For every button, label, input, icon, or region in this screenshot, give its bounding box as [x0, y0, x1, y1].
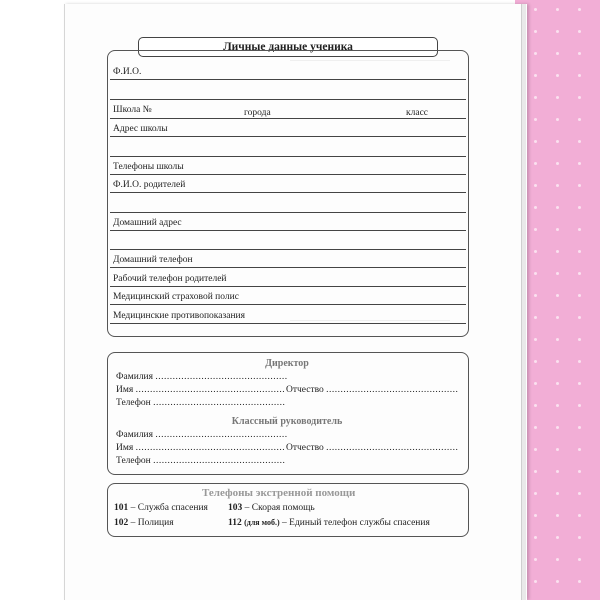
emergency-103: [228, 503, 315, 513]
cover-dot: [578, 228, 581, 231]
dots: ..............................................: [153, 398, 286, 408]
teacher-surname[interactable]: [116, 430, 288, 440]
patronymic-label: Отчество: [286, 443, 324, 453]
patronymic-label: Отчество: [286, 385, 324, 395]
city-label: города: [244, 108, 271, 118]
cover-dot: [534, 74, 537, 77]
cover-dot: [534, 536, 537, 539]
director-title: Директор: [265, 358, 309, 369]
cover-dot: [534, 514, 537, 517]
phone-number: 101: [114, 503, 129, 513]
name-label: Имя: [116, 443, 134, 453]
page-edge: [521, 4, 526, 600]
home-address-label: Домашний адрес: [113, 218, 182, 228]
cover-dot: [534, 118, 537, 121]
cover-dot: [556, 404, 559, 407]
school-no-label: Школа №: [113, 105, 152, 115]
school-address-line-2[interactable]: [110, 156, 466, 157]
cover-dot: [534, 96, 537, 99]
cover-dot: [556, 382, 559, 385]
cover-dot: [578, 536, 581, 539]
phone-desc: – Служба спасения: [128, 503, 208, 513]
cover-dot: [578, 118, 581, 121]
cover-dot: [578, 382, 581, 385]
dots: ....................................................: [135, 443, 286, 453]
cover-dot: [578, 250, 581, 253]
cover-dot: [556, 206, 559, 209]
parents-fio-label: Ф.И.О. родителей: [113, 180, 186, 190]
cover-dot: [578, 30, 581, 33]
teacher-name[interactable]: [116, 443, 285, 453]
cover-dot: [556, 514, 559, 517]
director-patronymic[interactable]: [286, 385, 458, 395]
parents-fio-line[interactable]: [110, 192, 466, 193]
cover-dot: [534, 250, 537, 253]
cover-dot: [534, 52, 537, 55]
director-surname[interactable]: [116, 372, 288, 382]
cover-dot: [534, 294, 537, 297]
cover-dot: [578, 52, 581, 55]
contraindications-line[interactable]: [110, 323, 466, 324]
cover-dot: [534, 228, 537, 231]
school-phones-line[interactable]: [110, 174, 466, 175]
cover-dot: [578, 96, 581, 99]
home-address-line-2[interactable]: [110, 249, 466, 250]
cover-dot: [578, 162, 581, 165]
cover-dot: [534, 316, 537, 319]
contraindications-label: Медицинские противопоказания: [113, 311, 245, 321]
parents-work-phone-label: Рабочий телефон родителей: [113, 274, 227, 284]
cover-dot: [556, 426, 559, 429]
home-address-line[interactable]: [110, 230, 466, 231]
school-address-label: Адрес школы: [113, 124, 168, 134]
cover-dot: [578, 558, 581, 561]
phone-desc: – Скорая помощь: [242, 503, 315, 513]
cover-dot: [556, 8, 559, 11]
cover-dot: [578, 206, 581, 209]
cover-dot: [534, 492, 537, 495]
cover-dot: [578, 74, 581, 77]
cover-dot: [556, 52, 559, 55]
phone-desc: – Единый телефон службы спасения: [279, 518, 430, 528]
cover-dot: [534, 206, 537, 209]
cover-dot: [534, 426, 537, 429]
dots: ..............................................: [155, 372, 288, 382]
phone-note: (для моб.): [244, 518, 280, 527]
cover-dot: [578, 404, 581, 407]
parents-work-phone-line[interactable]: [110, 286, 466, 287]
cover-dot: [578, 338, 581, 341]
cover-dot: [556, 338, 559, 341]
cover-dot: [534, 162, 537, 165]
cover-dot: [534, 30, 537, 33]
emergency-101: [114, 503, 208, 513]
name-label: Имя: [116, 385, 134, 395]
cover-dot: [556, 580, 559, 583]
insurance-label: Медицинский страховой полис: [113, 292, 239, 302]
cover-dot: [534, 272, 537, 275]
cover-dot: [556, 316, 559, 319]
parents-fio-line-2[interactable]: [110, 212, 466, 213]
dots: ..............................................: [155, 430, 288, 440]
form-title: Личные данные ученика: [138, 37, 438, 57]
cover-dot: [578, 426, 581, 429]
cover-dot: [534, 558, 537, 561]
cover-dot: [556, 30, 559, 33]
fio-line[interactable]: [110, 79, 466, 80]
cover-dot: [556, 140, 559, 143]
teacher-phone[interactable]: [116, 456, 285, 466]
surname-label: Фамилия: [116, 430, 154, 440]
insurance-line[interactable]: [110, 304, 466, 305]
cover-dot: [556, 294, 559, 297]
phone-desc: – Полиция: [128, 518, 174, 528]
emergency-112: [228, 518, 430, 528]
cover-dot: [578, 360, 581, 363]
cover-dot: [534, 8, 537, 11]
cover-dot: [534, 382, 537, 385]
cover-dot: [578, 514, 581, 517]
cover-dot: [578, 448, 581, 451]
class-label: класс: [406, 108, 429, 118]
emergency-102: [114, 518, 174, 528]
fio-line-2[interactable]: [110, 99, 466, 100]
surname-label: Фамилия: [116, 372, 154, 382]
cover-dot: [556, 96, 559, 99]
dots: ....................................................: [135, 385, 286, 395]
cover-dot: [534, 360, 537, 363]
cover-dot: [578, 492, 581, 495]
cover-dot: [556, 470, 559, 473]
cover-dot: [578, 316, 581, 319]
cover-dot: [556, 558, 559, 561]
cover-dot: [578, 580, 581, 583]
cover-dot: [556, 228, 559, 231]
emergency-title: Телефоны экстренной помощи: [202, 487, 356, 499]
cover-dot: [556, 250, 559, 253]
cover-dot: [534, 140, 537, 143]
cover-dot: [534, 338, 537, 341]
dots: ..............................................: [326, 385, 459, 395]
cover-dot: [556, 162, 559, 165]
cover-dot: [556, 184, 559, 187]
phone-number: 102: [114, 518, 129, 528]
cover-dot: [556, 272, 559, 275]
fio-label: Ф.И.О.: [113, 67, 142, 77]
home-phone-label: Домашний телефон: [113, 255, 193, 265]
teacher-patronymic[interactable]: [286, 443, 458, 453]
dots: ..............................................: [326, 443, 459, 453]
cover-dot: [556, 118, 559, 121]
phone-label: Телефон: [116, 456, 151, 466]
cover-dot: [534, 470, 537, 473]
cover-dot: [578, 184, 581, 187]
phone-label: Телефон: [116, 398, 151, 408]
cover-dot: [578, 272, 581, 275]
notebook-cover: [515, 0, 600, 600]
director-phone[interactable]: [116, 398, 285, 408]
cover-dot: [556, 360, 559, 363]
cover-dot: [556, 536, 559, 539]
dots: ..............................................: [153, 456, 286, 466]
cover-dot: [534, 448, 537, 451]
cover-dot: [578, 294, 581, 297]
cover-dot: [556, 74, 559, 77]
cover-dot: [534, 404, 537, 407]
cover-dot: [534, 184, 537, 187]
school-line[interactable]: [110, 118, 466, 119]
director-name[interactable]: [116, 385, 285, 395]
cover-dot: [556, 448, 559, 451]
cover-dot: [578, 140, 581, 143]
school-address-line[interactable]: [110, 136, 466, 137]
cover-dot: [556, 492, 559, 495]
home-phone-line[interactable]: [110, 267, 466, 268]
class-teacher-title: Классный руководитель: [231, 416, 343, 427]
cover-dot: [578, 470, 581, 473]
cover-dot: [578, 8, 581, 11]
school-phones-label: Телефоны школы: [113, 162, 184, 172]
cover-dot: [534, 580, 537, 583]
phone-number: 103: [228, 503, 243, 513]
phone-number: 112: [228, 518, 242, 528]
